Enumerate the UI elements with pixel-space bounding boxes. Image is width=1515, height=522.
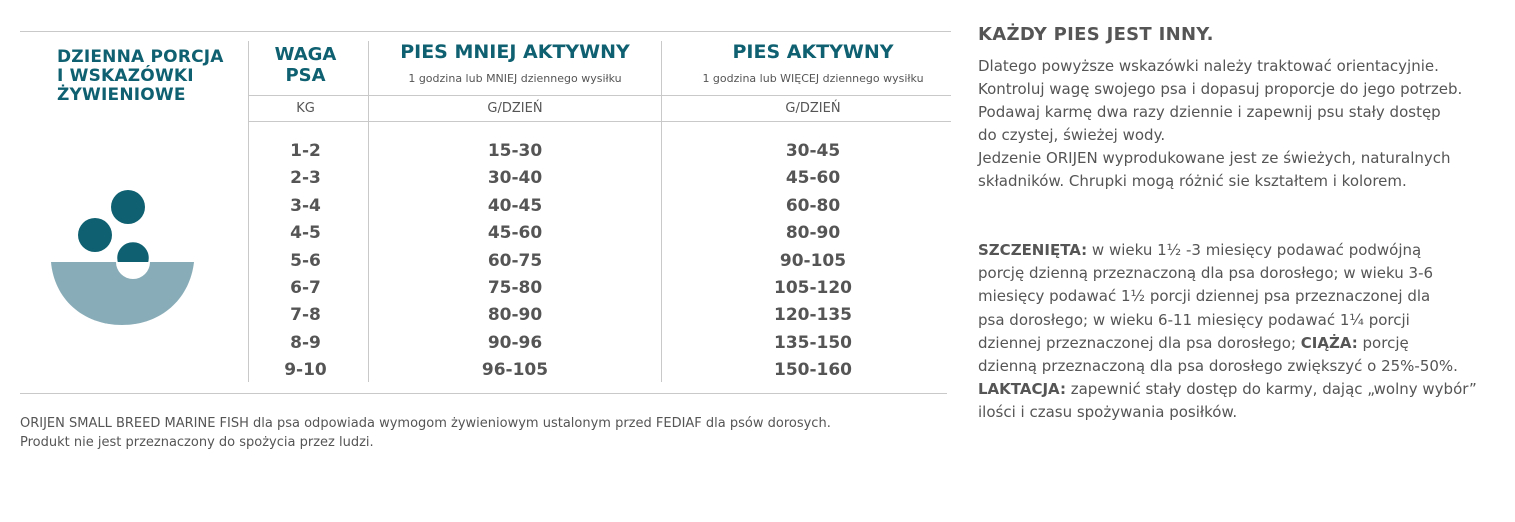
table-row-less: 80-90 bbox=[487, 305, 543, 326]
dog-food-bowl-icon bbox=[50, 188, 195, 326]
table-row-active: 45-60 bbox=[785, 168, 841, 189]
table-row-active: 30-45 bbox=[785, 141, 841, 161]
table-row-kg: 3-4 bbox=[290, 195, 321, 216]
puppies-line-5: dziennej przeznaczonej dla psa dorosłego; bbox=[978, 333, 1301, 352]
pregnancy-line-2: dzienną przeznaczoną dla psa dorosłego zwiększyć o 25%-50%. bbox=[978, 357, 1458, 376]
table-row-less: 15-30 bbox=[487, 141, 543, 161]
less-active-column bbox=[370, 138, 660, 385]
table-row-kg: 1-2 bbox=[290, 141, 321, 161]
table-row-less: 96-105 bbox=[481, 360, 549, 381]
table-row-less: 75-80 bbox=[487, 277, 543, 298]
table-row-less: 30-40 bbox=[487, 168, 543, 189]
table-row-active: 135-150 bbox=[773, 332, 853, 353]
feeding-advice-text bbox=[978, 55, 1488, 193]
puppies-line-4: psa dorosłego; w wieku 6-11 miesięcy podawać 1¼ porcji bbox=[978, 310, 1410, 329]
active-subtitle: 1 godzina lub WIĘCEJ dziennego wysiłku bbox=[702, 72, 924, 85]
product-footnote bbox=[20, 414, 950, 452]
less-active-header: PIES MNIEJ AKTYWNY bbox=[400, 41, 630, 63]
active-column bbox=[663, 138, 963, 385]
table-top-rule bbox=[20, 31, 951, 32]
table-row-less: 90-96 bbox=[487, 332, 543, 353]
active-unit: G/DZIEŃ bbox=[785, 101, 841, 116]
advice-line-4: do czystej, świeżej wody. bbox=[978, 126, 1166, 144]
table-row-active: 150-160 bbox=[773, 360, 853, 381]
lactation-line-1: zapewnić stały dostęp do karmy, dając „wolny wybór” bbox=[1065, 380, 1477, 399]
life-stage-notes bbox=[978, 239, 1493, 425]
kibble-left-icon bbox=[78, 218, 112, 252]
weight-header-line-1: WAGA bbox=[274, 44, 337, 65]
table-row-kg: 8-9 bbox=[290, 332, 321, 353]
advice-line-3: Podawaj karmę dwa razy dziennie i zapewnij psu stały dostęp bbox=[978, 103, 1441, 121]
kibble-top-icon bbox=[111, 190, 145, 224]
advice-line-2: Kontroluj wagę swojego psa i dopasuj proporcje do jego potrzeb. bbox=[978, 80, 1463, 98]
advice-line-5: Jedzenie ORIJEN wyprodukowane jest ze świeżych, naturalnych bbox=[978, 149, 1451, 167]
units-rule bbox=[248, 121, 951, 122]
table-row-kg: 7-8 bbox=[290, 305, 321, 326]
table-row-less: 45-60 bbox=[487, 223, 543, 244]
title-line-2: I WSKAZÓWKI bbox=[57, 66, 194, 86]
table-row-kg: 9-10 bbox=[284, 360, 327, 381]
table-row-active: 90-105 bbox=[779, 250, 847, 271]
header-sub-rule bbox=[248, 95, 951, 96]
col-divider-1 bbox=[248, 41, 249, 382]
weight-column-header bbox=[250, 44, 361, 86]
weight-header-line-2: PSA bbox=[285, 65, 326, 86]
table-row-less: 60-75 bbox=[487, 250, 543, 271]
active-header: PIES AKTYWNY bbox=[732, 41, 894, 63]
footnote-line-2: Produkt nie jest przeznaczony do spożycia przez ludzi. bbox=[20, 435, 374, 450]
table-row-active: 80-90 bbox=[785, 223, 841, 244]
table-row-kg: 2-3 bbox=[290, 168, 321, 189]
advice-line-6: składników. Chrupki mogą różnić sie kształtem i kolorem. bbox=[978, 172, 1407, 190]
pregnancy-line-1: porcję bbox=[1357, 333, 1409, 352]
title-line-1: DZIENNA PORCJA bbox=[57, 47, 224, 67]
table-row-kg: 4-5 bbox=[290, 223, 321, 244]
table-bottom-rule bbox=[20, 393, 947, 394]
table-row-less: 40-45 bbox=[487, 195, 543, 216]
puppies-line-1: w wieku 1½ -3 miesięcy podawać podwójną bbox=[1087, 241, 1422, 259]
weight-unit: KG bbox=[296, 101, 315, 116]
table-row-active: 105-120 bbox=[773, 277, 853, 298]
puppies-label: SZCZENIĘTA: bbox=[978, 241, 1088, 259]
lactation-line-2: ilości i czasu spożywania posiłków. bbox=[978, 403, 1238, 422]
col-divider-3 bbox=[661, 41, 662, 382]
less-active-subtitle: 1 godzina lub MNIEJ dziennego wysiłku bbox=[408, 72, 622, 85]
lactation-label: LAKTACJA: bbox=[978, 380, 1066, 399]
puppies-line-2: porcję dzienną przeznaczoną dla psa dorosłego; w wieku 3-6 bbox=[978, 264, 1434, 283]
puppies-line-3: miesięcy podawać 1½ porcji dziennej psa przeznaczonej dla bbox=[978, 287, 1431, 306]
table-row-active: 60-80 bbox=[785, 195, 841, 216]
col-divider-2 bbox=[368, 41, 369, 382]
table-row-active: 120-135 bbox=[773, 305, 853, 326]
feeding-guide-title bbox=[57, 48, 242, 105]
less-active-unit: G/DZIEŃ bbox=[487, 101, 543, 116]
table-row-kg: 6-7 bbox=[290, 277, 321, 298]
advice-line-1: Dlatego powyższe wskazówki należy traktować orientacyjnie. bbox=[978, 57, 1439, 75]
weight-column bbox=[250, 138, 361, 385]
footnote-line-1: ORIJEN SMALL BREED MARINE FISH dla psa odpowiada wymogom żywieniowym ustalonym przed FEDIAF dla psów dorosych. bbox=[20, 416, 831, 431]
title-line-3: ŻYWIENIOWE bbox=[57, 85, 186, 105]
pregnancy-label: CIĄŻA: bbox=[1300, 333, 1358, 352]
table-row-kg: 5-6 bbox=[290, 250, 321, 271]
right-heading: KAŻDY PIES JEST INNY. bbox=[978, 24, 1214, 45]
